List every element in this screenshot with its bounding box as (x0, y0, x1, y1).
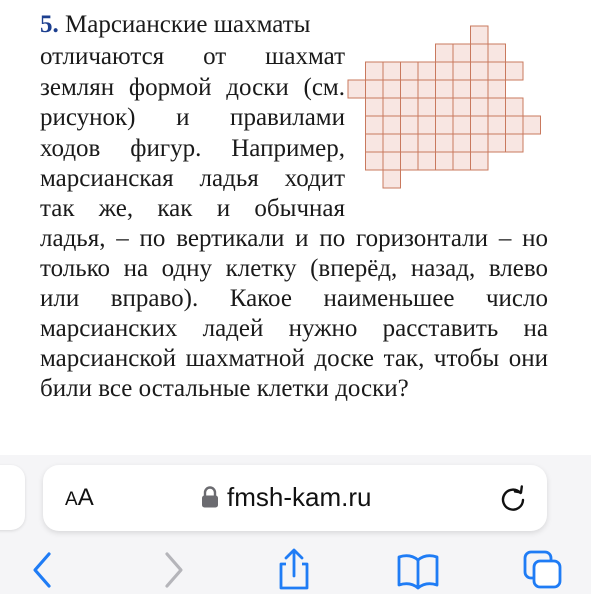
address-bar[interactable] (43, 465, 547, 531)
previous-tab-card[interactable] (0, 465, 25, 530)
board-cell (453, 98, 471, 116)
board-cell (453, 80, 471, 98)
board-cell (418, 98, 436, 116)
board-cell (436, 80, 454, 98)
reload-icon[interactable] (498, 483, 528, 513)
problem-number: 5. (40, 11, 59, 38)
board-cell (453, 44, 471, 62)
board-cell (488, 62, 506, 80)
board-cell (418, 62, 436, 80)
board-cell (471, 80, 489, 98)
board-cell (401, 134, 419, 152)
board-cell (453, 62, 471, 80)
board-cell (436, 62, 454, 80)
problem-line: марсианская ладья ходит (40, 165, 345, 192)
board-cell (366, 80, 384, 98)
board-cell (506, 98, 524, 116)
problem-line: землян формой доски (см. (40, 74, 345, 101)
board-cell (383, 116, 401, 134)
board-cell (401, 98, 419, 116)
board-cell (418, 152, 436, 170)
problem-line: отличаются от шахмат (40, 43, 345, 70)
board-cell (436, 116, 454, 134)
board-cell (488, 98, 506, 116)
bookmarks-icon[interactable] (396, 548, 440, 592)
problem-line: ходов фигур. Например, (40, 135, 345, 162)
problem-line: только на одну клетку (вперёд, назад, влево (40, 255, 548, 282)
board-cell (401, 116, 419, 134)
board-cell (471, 134, 489, 152)
board-cell (401, 80, 419, 98)
board-cell (488, 134, 506, 152)
problem-line: так же, как и обычная (40, 195, 345, 222)
board-cell (418, 80, 436, 98)
board-cell (436, 44, 454, 62)
board-cell (471, 116, 489, 134)
problem-line: марсианских ладей нужно расставить на (40, 315, 548, 342)
board-cell (401, 62, 419, 80)
board-cell (383, 98, 401, 116)
board-cell (436, 152, 454, 170)
board-cell (506, 116, 524, 134)
board-cell (418, 116, 436, 134)
board-cell (523, 116, 541, 134)
tabs-icon[interactable] (521, 548, 565, 592)
board-cell (366, 116, 384, 134)
url-text[interactable]: fmsh-kam.ru (227, 482, 372, 512)
back-icon[interactable] (22, 548, 66, 592)
lock-icon (201, 486, 219, 508)
problem-line: рисунок) и правилами (40, 104, 345, 131)
board-cell (453, 134, 471, 152)
board-cell (488, 44, 506, 62)
problem-line: марсианской шахматной доске так, чтобы они (40, 345, 548, 372)
board-cell (366, 152, 384, 170)
board-cell (471, 44, 489, 62)
forward-icon[interactable] (150, 548, 194, 592)
board-cell (383, 62, 401, 80)
board-cell (453, 152, 471, 170)
problem-line: 5. Марсианские шахматы (40, 11, 311, 38)
board-cell (348, 80, 366, 98)
board-cell (471, 152, 489, 170)
board-cell (436, 134, 454, 152)
board-cell (471, 26, 489, 44)
board-cell (383, 134, 401, 152)
board-cell (506, 62, 524, 80)
board-cell (383, 80, 401, 98)
board-cell (488, 80, 506, 98)
board-cell (366, 134, 384, 152)
board-cell (418, 134, 436, 152)
board-cell (436, 98, 454, 116)
text-size-icon[interactable]: AA (65, 484, 94, 511)
board-cell (383, 170, 401, 188)
board-cell (366, 62, 384, 80)
board-cell (383, 152, 401, 170)
problem-line: били все остальные клетки доски? (40, 375, 409, 402)
problem-line: ладья, – по вертикали и по горизонтали – но (40, 225, 548, 252)
board-cell (471, 62, 489, 80)
board-cell (366, 98, 384, 116)
board-cell (453, 116, 471, 134)
board-cell (488, 116, 506, 134)
problem-line: или вправо). Какое наименьшее число (40, 285, 548, 312)
share-icon[interactable] (272, 548, 316, 592)
board-cell (506, 134, 524, 152)
board-cell (401, 152, 419, 170)
board-cell (471, 98, 489, 116)
